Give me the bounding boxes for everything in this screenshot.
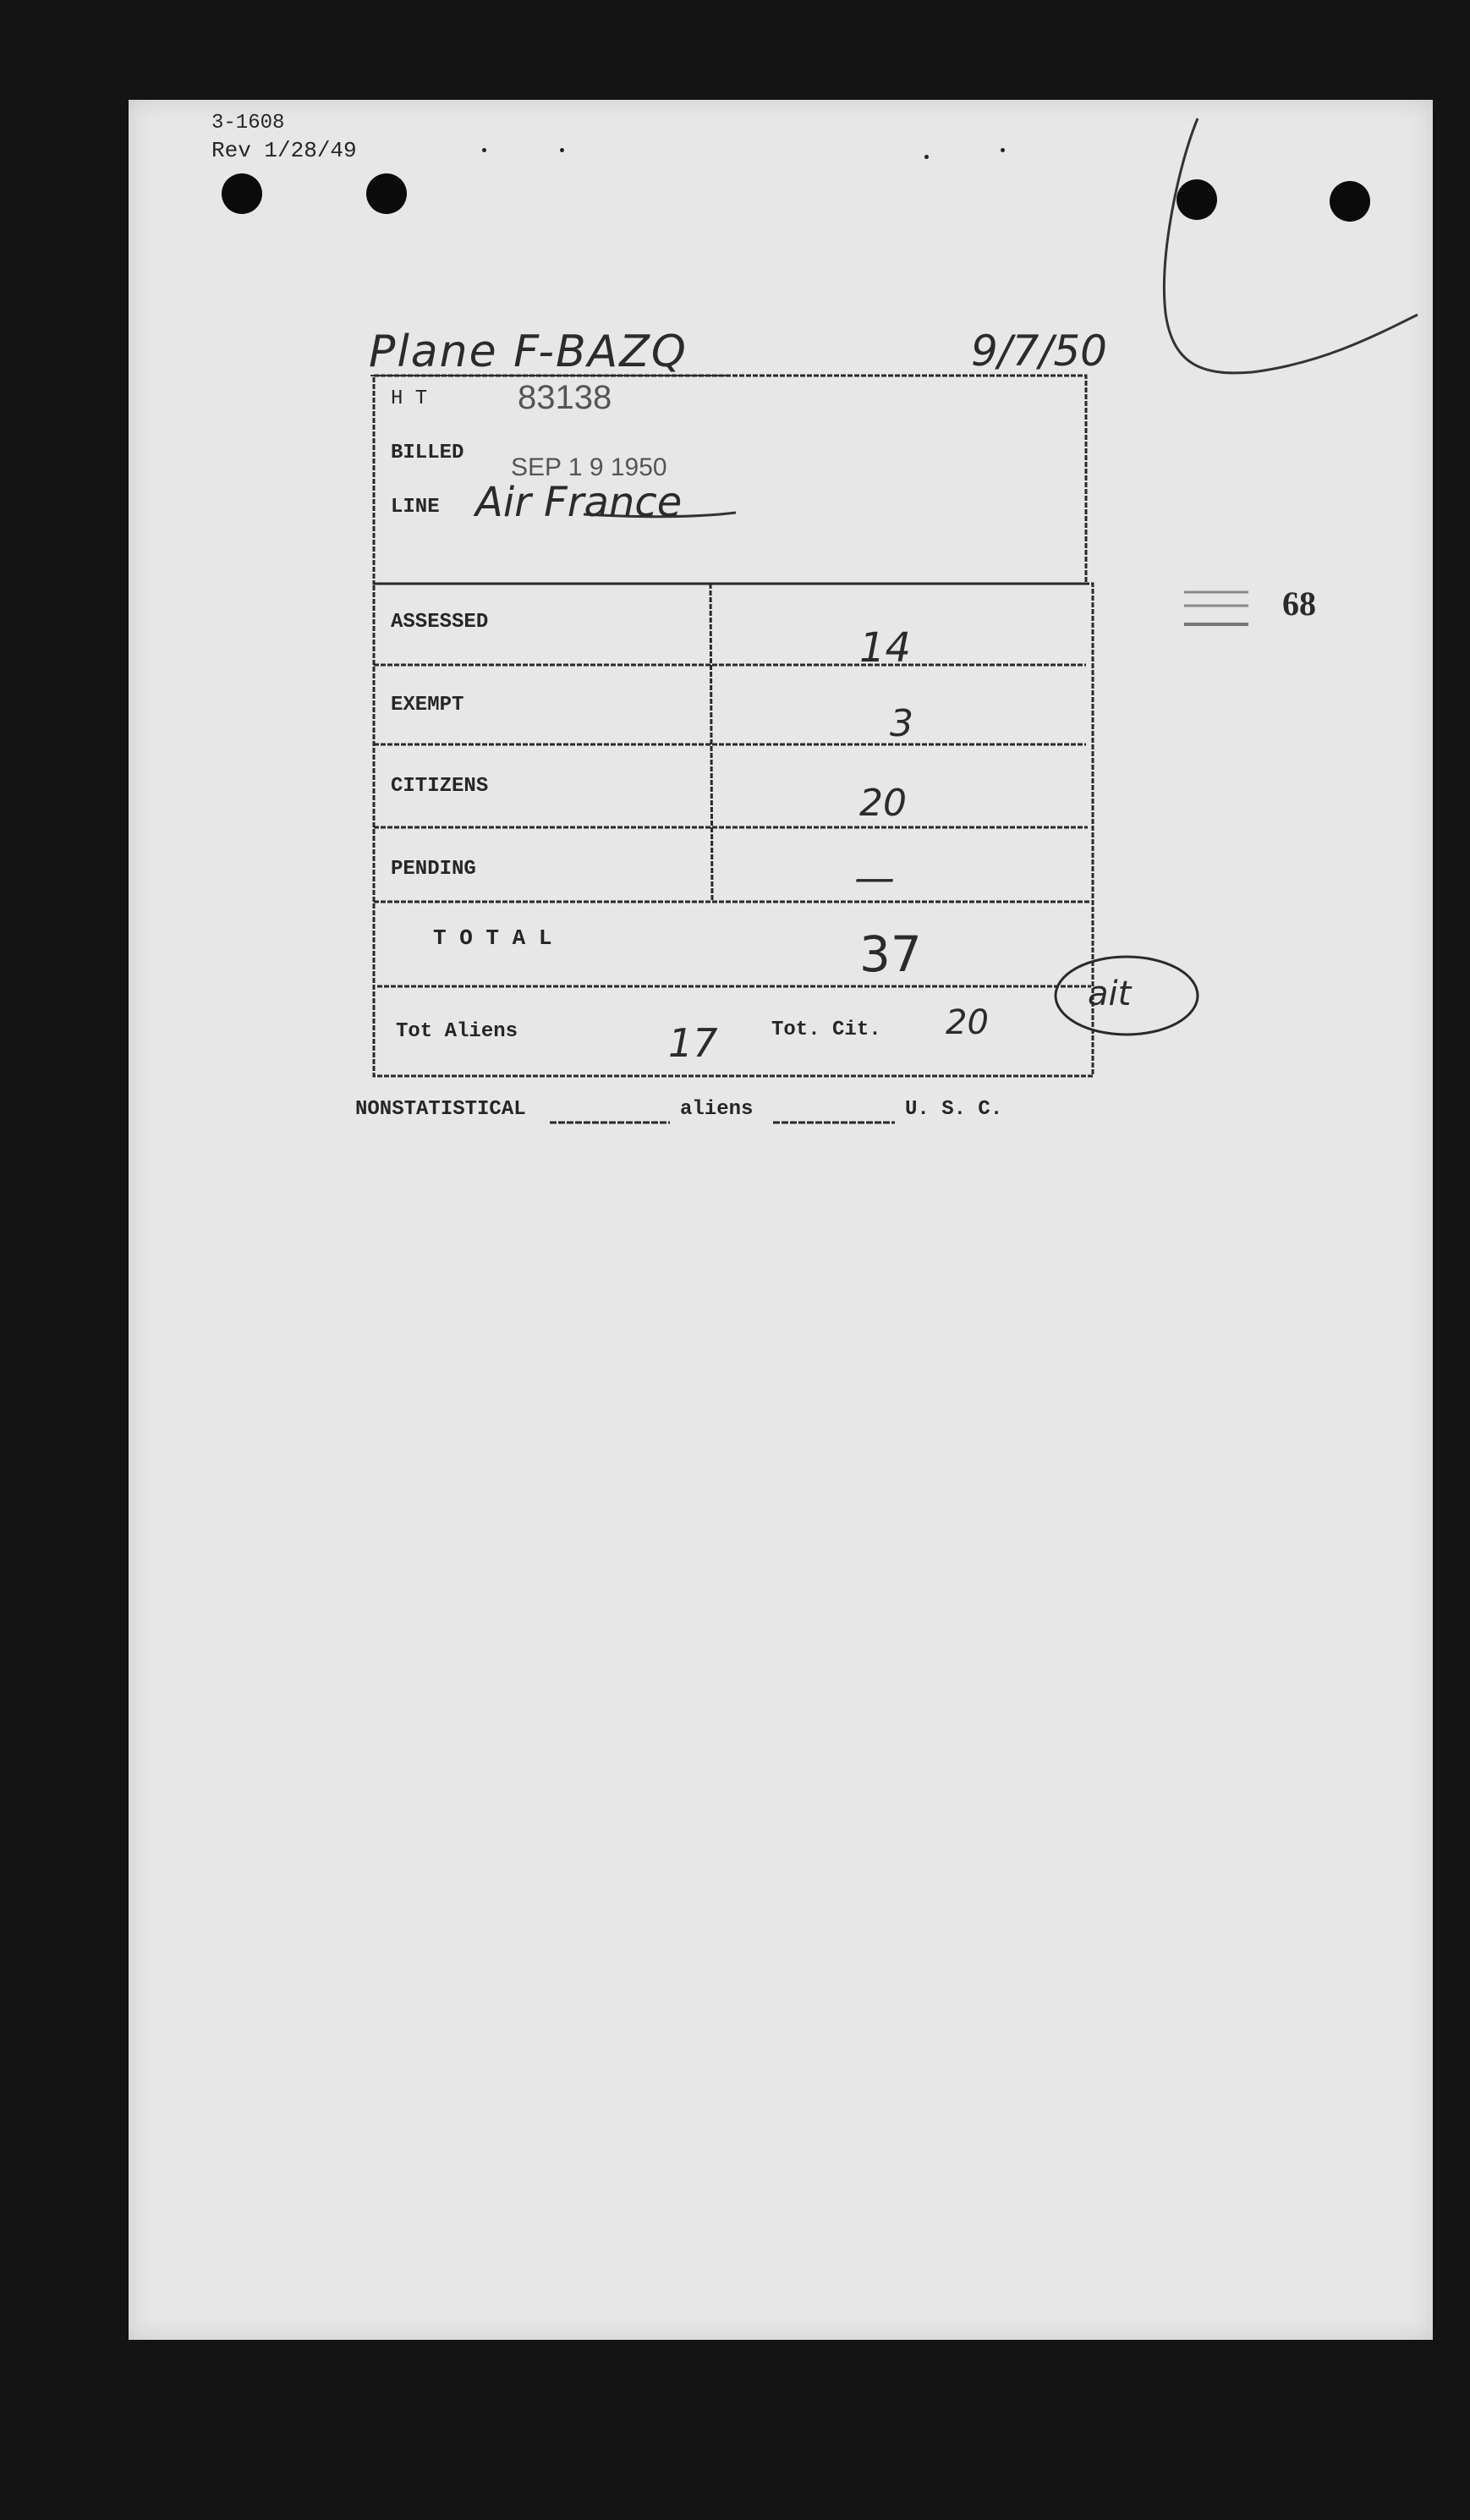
line-label: LINE: [391, 496, 440, 519]
pending-label: PENDING: [391, 858, 476, 881]
citizens-label: CITIZENS: [391, 775, 489, 798]
assessed-label: ASSESSED: [391, 611, 489, 634]
tot-aliens-label: Tot Aliens: [396, 1020, 518, 1043]
plane-registration: Plane F-BAZQ: [369, 327, 688, 377]
total-value: 37: [859, 925, 922, 983]
tot-aliens-value: 17: [668, 1020, 718, 1066]
nonstatistical-label: NONSTATISTICAL: [355, 1098, 526, 1121]
exempt-label: EXEMPT: [391, 694, 464, 716]
tot-cit-value: 20: [946, 1003, 989, 1042]
arrival-date: 9/7/50: [971, 327, 1107, 376]
form-revision: Rev 1/28/49: [211, 138, 357, 163]
ht-label: H T: [391, 387, 428, 410]
tot-cit-label: Tot. Cit.: [771, 1018, 881, 1041]
citizens-value: 20: [859, 782, 907, 825]
aliens-label: aliens: [680, 1098, 754, 1121]
ht-number: 83138: [518, 379, 612, 416]
exempt-value: 3: [890, 702, 913, 745]
margin-number: 68: [1282, 585, 1316, 623]
usc-label: U. S. C.: [905, 1098, 1003, 1121]
billed-date-stamp: SEP 1 9 1950: [511, 453, 667, 481]
billed-label: BILLED: [391, 442, 464, 464]
pending-value: —: [854, 854, 895, 902]
form-number: 3-1608: [211, 112, 285, 135]
total-label: T O T A L: [433, 925, 552, 951]
inspector-initials: ait: [1088, 975, 1132, 1013]
assessed-value: 14: [859, 624, 912, 672]
airline-name: Air France: [475, 479, 683, 526]
